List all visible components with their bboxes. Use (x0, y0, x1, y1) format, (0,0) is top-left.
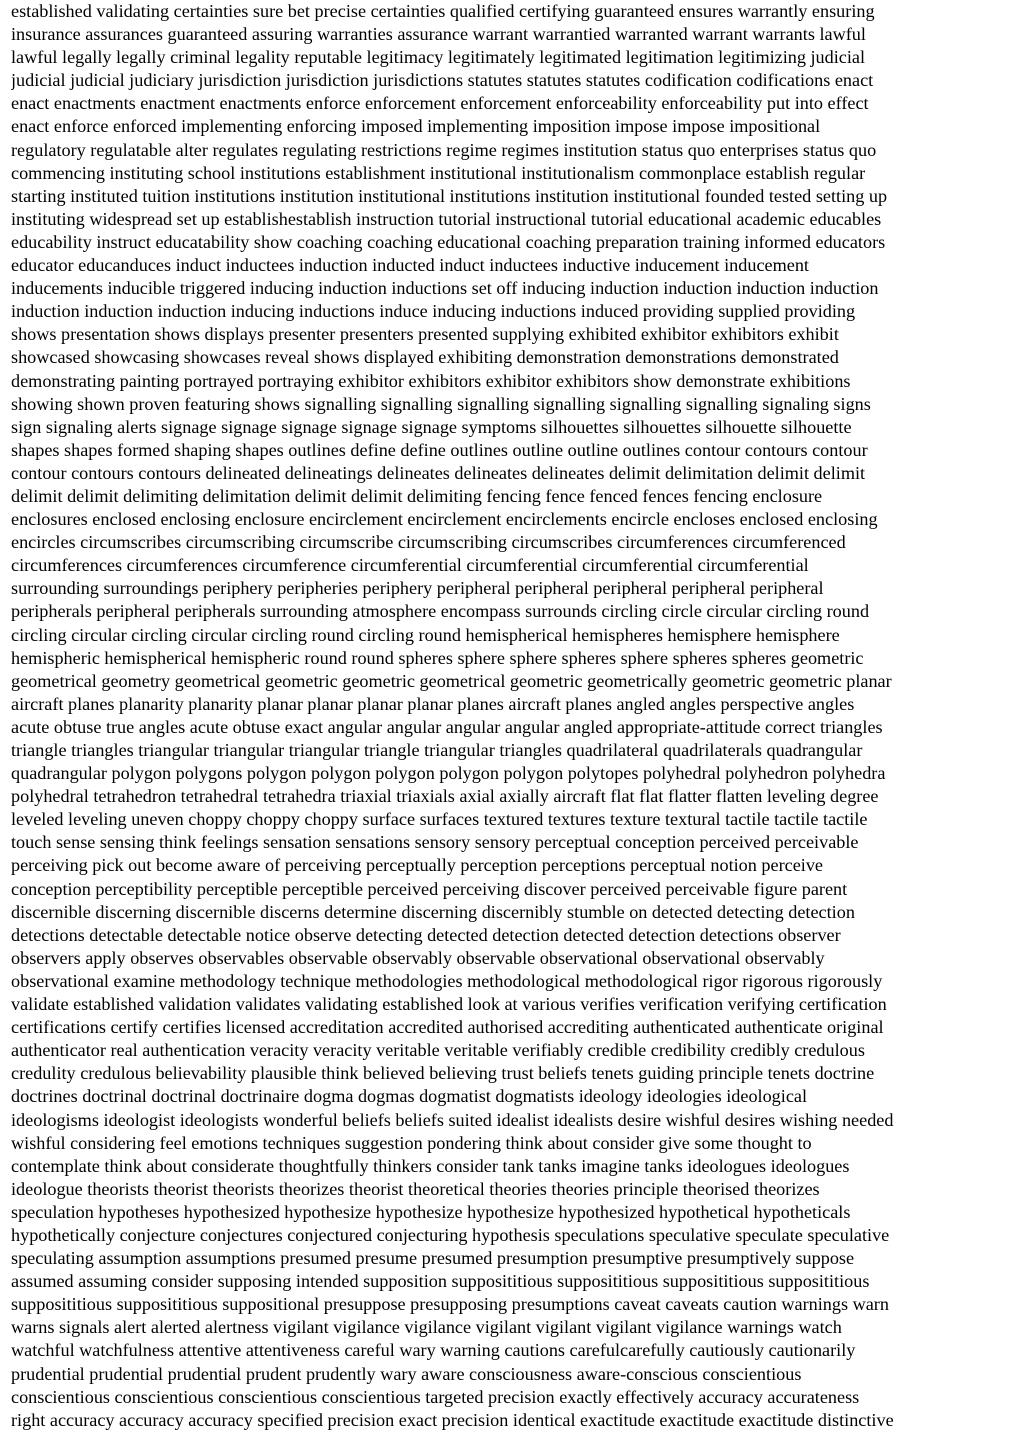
text-line: peripherals peripheral peripherals surrounding atmosphere encompass surrounds circling circle circular circling round (11, 601, 870, 622)
text-line: leveled leveling uneven choppy choppy choppy surface surfaces textured textures texture textural tactile tactile tactile (11, 809, 868, 830)
text-line: ideologisms ideologist ideologists wonderful beliefs beliefs suited idealist idealists desire wishful desires wishing needed (11, 1109, 894, 1130)
text-line: shows presentation shows displays presenter presenters presented supplying exhibited exhibitor exhibitors exhibit (11, 324, 839, 345)
text-line: observers apply observes observables observable observably observable observational observational observably (11, 947, 825, 968)
text-line: contour contours contours delineated delineatings delineates delineates delineates delimit delimitation delimit delimit (11, 462, 866, 483)
text-line: delimit delimit delimiting delimitation delimit delimit delimiting fencing fence fenced fences fencing enclosure (11, 485, 823, 506)
text-line: showing shown proven featuring shows signalling signalling signalling signalling signalling signalling signaling signs (11, 393, 871, 414)
text-line: aircraft planes planarity planarity planar planar planar planar planes aircraft planes angled angles perspective angles (11, 693, 855, 714)
text-line: conception perceptibility perceptible perceptible perceived perceiving discover perceived perceivable figure parent (11, 878, 848, 899)
text-line: doctrines doctrinal doctrinal doctrinaire dogma dogmas dogmatist dogmatists ideology ideologies ideological (11, 1086, 808, 1107)
text-line: encircles circumscribes circumscribing circumscribe circumscribing circumscribes circumferences circumferenced (11, 532, 846, 553)
text-line: discernible discerning discernible discerns determine discerning discernibly stumble on detected detecting detection (11, 901, 855, 922)
text-line: starting instituted tuition institutions institution institutional institutions institution institutional founded tested setting up (11, 185, 888, 206)
text-line: established validating certainties sure bet precise certainties qualified certifying guaranteed ensures warrantly ensuring (11, 1, 875, 21)
text-line: inducements inducible triggered inducing induction inductions set off inducing induction induction induction induction (11, 278, 879, 299)
text-line: wishful considering feel emotions techniques suggestion pondering think about consider give some thought to (11, 1132, 812, 1153)
text-line: commencing instituting school institutions establishment institutional institutionalism commonplace establish regular (11, 162, 866, 183)
text-line: speculating assumption assumptions presumed presume presumed presumption presumptive presumptively suppose (11, 1248, 855, 1269)
text-line: hemispheric hemispherical hemispheric round round spheres sphere sphere spheres sphere spheres spheres geometric (11, 647, 864, 668)
text-line: certifications certify certifies licensed accreditation accredited authorised accrediting authenticated authenticate original (11, 1017, 884, 1038)
text-line: educator educanduces induct inductees induction inducted induct inductees inductive inducement inducement (11, 255, 809, 276)
text-line: circling circular circling circular circling round circling round hemispherical hemispheres hemisphere hemisphere (11, 624, 840, 645)
text-line: quadrangular polygon polygons polygon polygon polygon polygon polygon polytopes polyhedral polyhedron polyhedra (11, 763, 886, 784)
text-line: judicial judicial judiciary jurisdiction jurisdiction jurisdictions statutes statutes statutes codification codifications enact (11, 70, 874, 91)
text-line: shapes shapes formed shaping shapes outlines define define outlines outline outline outlines contour contours contour (11, 439, 868, 460)
text-line: authenticator real authentication veracity veracity veritable veritable verifiably credible credibility credibly credulous (11, 1040, 865, 1061)
text-line: observational examine methodology technique methodologies methodological methodological rigor rigorous rigorously (11, 970, 883, 991)
text-line: touch sense sensing think feelings sensation sensations sensory sensory perceptual conception perceived perceivable (11, 832, 859, 853)
text-line: enclosures enclosed enclosing enclosure encirclement encirclement encirclements encircle encloses enclosed enclosing (11, 509, 878, 530)
text-line: credulity credulous believability plausible think believed believing trust beliefs tenets guiding principle tenets doctrine (11, 1063, 875, 1084)
text-line: contemplate think about considerate thoughtfully thinkers consider tank tanks imagine tanks ideologues ideologues (11, 1155, 850, 1176)
text-line: prudential prudential prudential prudent prudently wary aware consciousness aware-conscious conscientious (11, 1363, 802, 1384)
text-line: watchful watchfulness attentive attentiveness careful wary warning cautions carefulcarefully cautiously cautionarily (11, 1340, 856, 1361)
text-line: perceiving pick out become aware of perceiving perceptually perception perceptions perceptual notion perceive (11, 855, 824, 876)
text-line: circumferences circumferences circumference circumferential circumferential circumferential circumferential (11, 555, 809, 576)
text-line: sign signaling alerts signage signage signage signage signage symptoms silhouettes silhouettes silhouette silhouette (11, 416, 852, 437)
text-line: demonstrating painting portrayed portraying exhibitor exhibitors exhibitor exhibitors show demonstrate exhibitions (11, 370, 851, 391)
text-line: insurance assurances guaranteed assuring warranties assurance warrant warrantied warranted warrant warrants lawful (11, 24, 866, 45)
text-line: regulatory regulatable alter regulates regulating restrictions regime regimes institution status quo enterprises status quo (11, 139, 877, 160)
text-line: polyhedral tetrahedron tetrahedral tetrahedra triaxial triaxials axial axially aircraft flat flat flatter flatten leveling degree (11, 786, 879, 807)
text-line: ideologue theorists theorist theorists theorizes theorist theoretical theories theories principle theorised theorizes (11, 1178, 820, 1199)
text-line: triangle triangles triangular triangular triangular triangle triangular triangles quadrilateral quadrilaterals quadrangular (11, 740, 863, 760)
text-line: supposititious supposititious suppositional presuppose presupposing presumptions caveat caveats caution warnings warn (11, 1294, 889, 1315)
text-line: enact enactments enactment enactments enforce enforcement enforcement enforceability enforceability put into effect (11, 93, 869, 114)
text-line: speculation hypotheses hypothesized hypothesize hypothesize hypothesize hypothesized hypothetical hypotheticals (11, 1201, 851, 1222)
text-line: right accuracy accuracy accuracy specified precision exact precision identical exactitude exactitude exactitude distinctive (11, 1409, 894, 1430)
text-line: detections detectable detectable notice observe detecting detected detection detected detection detections observer (11, 924, 841, 945)
text-line: acute obtuse true angles acute obtuse exact angular angular angular angular angled appropriate-attitude correct triangles (11, 716, 883, 737)
text-line: educability instruct educatability show coaching coaching educational coaching preparation training informed educators (11, 231, 886, 252)
text-line: enact enforce enforced implementing enforcing imposed implementing imposition impose impose impositional (11, 116, 821, 137)
text-line: hypothetically conjecture conjectures conjectured conjecturing hypothesis speculations speculative speculate speculative (11, 1224, 890, 1245)
text-line: lawful legally legally criminal legality reputable legitimacy legitimately legitimated legitimation legitimizing judicial (11, 47, 866, 68)
text-line: assumed assuming consider supposing intended supposition supposititious supposititious supposititious supposititious (11, 1271, 870, 1292)
text-line: warns signals alert alerted alertness vigilant vigilance vigilance vigilant vigilant vigilant vigilance warnings watch (11, 1317, 842, 1338)
text-line: instituting widespread set up establishestablish instruction tutorial instructional tutorial educational academic educables (11, 208, 882, 229)
text-line: geometrical geometry geometrical geometric geometric geometrical geometric geometrically geometric geometric planar (11, 670, 892, 691)
text-line: surrounding surroundings periphery peripheries periphery peripheral peripheral peripheral peripheral peripheral (11, 578, 824, 599)
text-line: induction induction induction inducing inductions induce inducing inductions induced providing supplied providing (11, 301, 856, 322)
text-line: validate established validation validates validating established look at various verifies verification verifying certification (11, 994, 887, 1015)
text-line: conscientious conscientious conscientious conscientious targeted precision exactly effectively accuracy accurateness (11, 1386, 860, 1407)
text-line: showcased showcasing showcases reveal shows displayed exhibiting demonstration demonstrations demonstrated (11, 347, 839, 368)
